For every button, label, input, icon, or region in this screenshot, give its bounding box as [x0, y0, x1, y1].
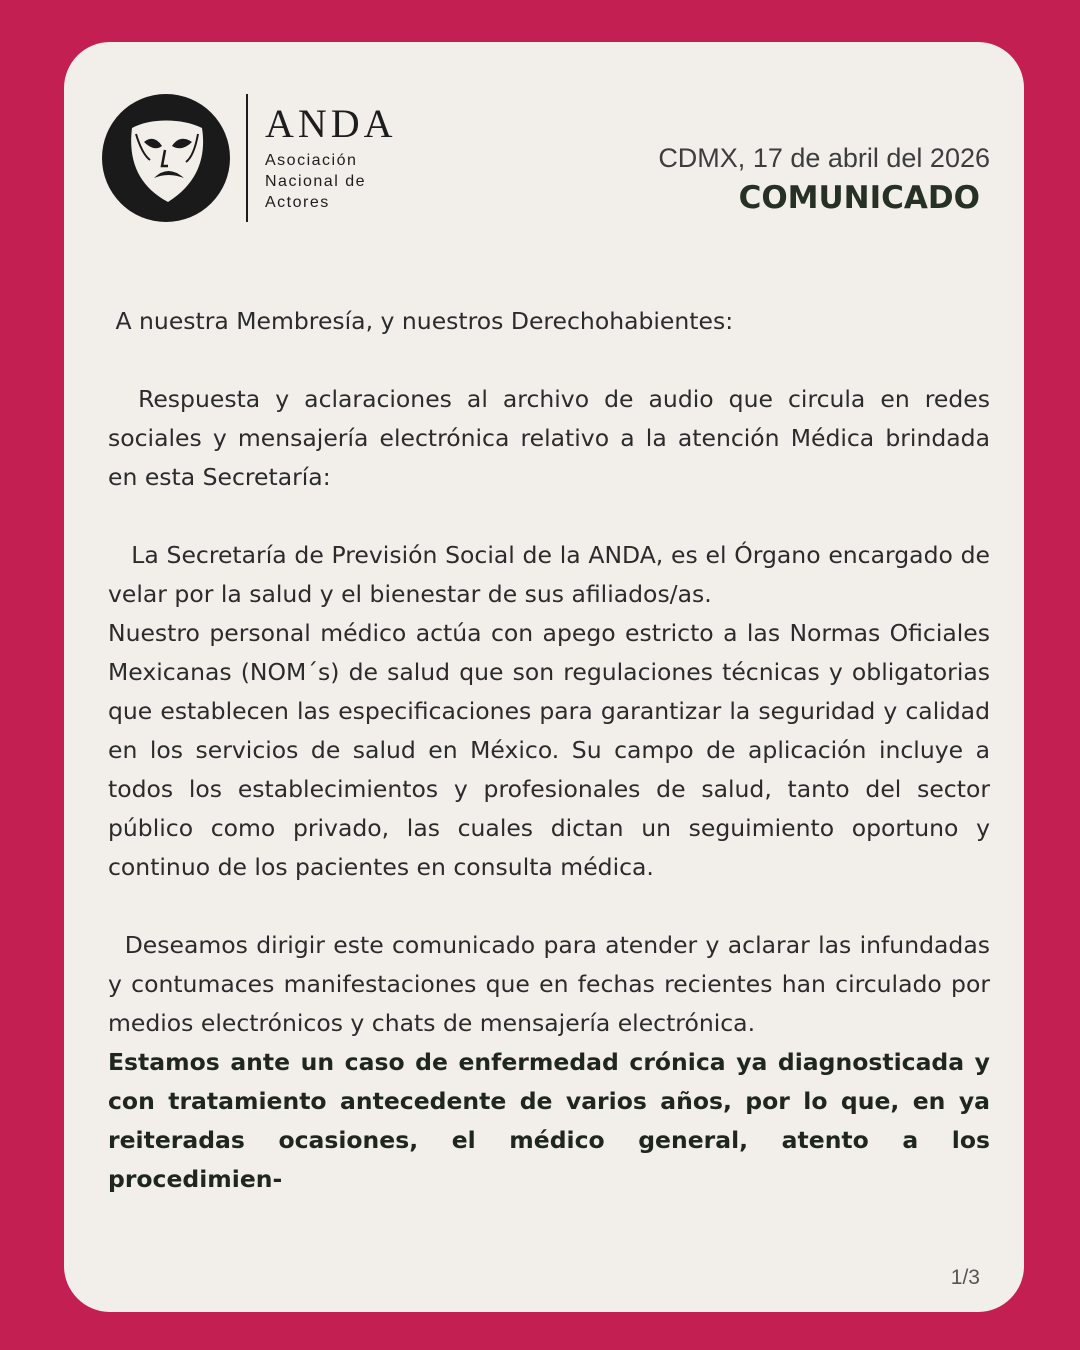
- paragraph-2: La Secretaría de Previsión Social de la ANDA, es el Órgano encargado de velar por la salud y el bienestar de sus afiliados/as.: [108, 541, 990, 608]
- document-body: [108, 302, 990, 1199]
- paragraph-4: Deseamos dirigir este comunicado para atender y aclarar las infundadas y contumaces manifestaciones que en fechas recientes han circulado por medios electrónicos y chats de mensajería electrónica.: [108, 931, 990, 1037]
- paragraph-5-bold: Estamos ante un caso de enfermedad crónica ya diagnosticada y con tratamiento antecedente de varios años, por lo que, en ya reiteradas ocasiones, el médico general, atento a los procedimien-: [108, 1048, 990, 1193]
- date-line: CDMX, 17 de abril del 2026: [658, 143, 990, 173]
- brand-full-name: Asociación Nacional de Actores: [265, 152, 366, 211]
- paragraph-1: Respuesta y aclaraciones al archivo de audio que circula en redes sociales y mensajería electrónica relativo a la atención Médica brindada en esta Secretaría:: [108, 385, 990, 491]
- page-title: COMUNICADO: [738, 180, 980, 216]
- brand-divider: [246, 94, 248, 222]
- salutation: A nuestra Membresía, y nuestros Derechohabientes:: [115, 307, 734, 335]
- brand-name: ANDA: [265, 101, 397, 146]
- page-number: 1/3: [950, 1266, 980, 1289]
- paragraph-3: Nuestro personal médico actúa con apego estricto a las Normas Oficiales Mexicanas (NOM´s) de salud que son regulaciones técnicas y obligatorias que establecen las especificaciones para garantizar la seguridad y calidad en los servicios de salud en México. Su campo de aplicación incluye a todos los establecimientos y profesionales de salud, tanto del sector público como privado, las cuales dictan un seguimiento oportuno y continuo de los pacientes en consulta médica.: [108, 619, 990, 881]
- brand-block: [265, 102, 415, 213]
- theater-mask-icon: [102, 94, 230, 222]
